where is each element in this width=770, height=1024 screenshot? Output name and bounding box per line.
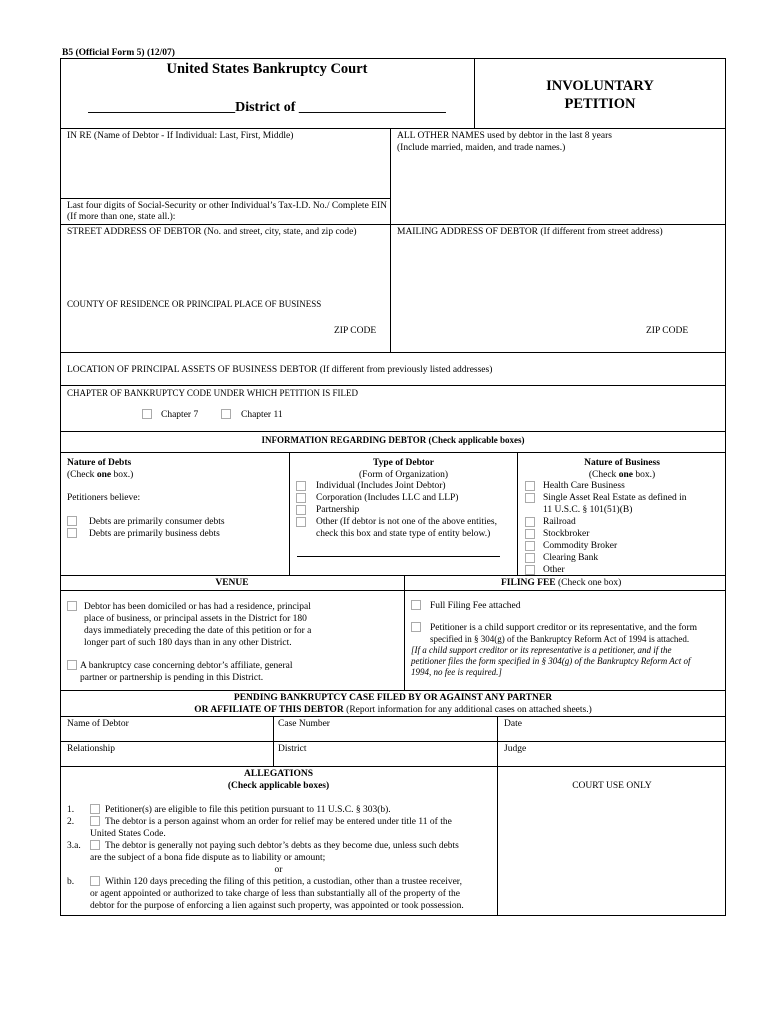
allegation-3a-number: 3.a. bbox=[67, 841, 81, 851]
venue-domicile-checkbox[interactable] bbox=[67, 601, 77, 611]
pending-title-line2: OR AFFILIATE OF THIS DEBTOR (Report information for any additional cases on attached sheets.) bbox=[194, 705, 592, 715]
allegation-2-checkbox[interactable] bbox=[90, 816, 100, 826]
other-entity-note: check this box and state type of entity below.) bbox=[316, 529, 491, 539]
other-business-checkbox[interactable] bbox=[525, 565, 535, 575]
pending-case-number-label: Case Number bbox=[278, 719, 330, 729]
consumer-debts-label: Debts are primarily consumer debts bbox=[89, 517, 225, 527]
in-re-label: IN RE (Name of Debtor - If Individual: Last, First, Middle) bbox=[67, 131, 294, 141]
commodity-broker-label: Commodity Broker bbox=[543, 541, 618, 551]
pending-relationship-label: Relationship bbox=[67, 744, 116, 754]
allegation-3b-text-cont2: debtor for the purpose of enforcing a lien against such property, was appointed or took possession. bbox=[90, 901, 464, 911]
stockbroker-label: Stockbroker bbox=[543, 529, 590, 539]
title-involuntary: INVOLUNTARY bbox=[546, 78, 654, 94]
court-use-only: COURT USE ONLY bbox=[572, 781, 652, 791]
child-support-line1: Petitioner is a child support creditor or its representative, and the form bbox=[430, 623, 697, 633]
other-names-note: (Include married, maiden, and trade names.) bbox=[397, 143, 566, 153]
allegations-sub: (Check applicable boxes) bbox=[227, 781, 330, 791]
individual-label: Individual (Includes Joint Debtor) bbox=[316, 481, 446, 491]
allegation-3b-text-cont1: or agent appointed or authorized to take charge of less than substantially all of the property of the bbox=[90, 889, 460, 899]
partnership-checkbox[interactable] bbox=[296, 505, 306, 515]
allegations-title: ALLEGATIONS bbox=[244, 769, 313, 779]
chapter-7-label: Chapter 7 bbox=[161, 410, 199, 420]
type-debtor-title: Type of Debtor bbox=[372, 458, 435, 468]
fee-note-line3: 1994, no fee is required.] bbox=[411, 667, 502, 677]
allegation-3a-text: The debtor is generally not paying such debtor’s debts as they become due, unless such debts bbox=[105, 841, 459, 851]
allegation-3a-text-cont: are the subject of a bona fide dispute as to liability or amount; bbox=[90, 853, 326, 863]
ssn-label: Last four digits of Social-Security or other Individual’s Tax-I.D. No./ Complete EIN bbox=[67, 201, 387, 211]
entity-type-line[interactable] bbox=[297, 556, 500, 557]
chapter-7-checkbox[interactable] bbox=[142, 409, 152, 419]
partnership-label: Partnership bbox=[316, 505, 360, 515]
allegation-2-text: The debtor is a person against whom an order for relief may be entered under title 11 of the bbox=[105, 817, 452, 827]
allegation-1-text: Petitioner(s) are eligible to file this petition pursuant to 11 U.S.C. § 303(b). bbox=[105, 805, 391, 815]
child-support-checkbox[interactable] bbox=[411, 622, 421, 632]
petitioners-believe: Petitioners believe: bbox=[67, 493, 141, 503]
zip-code-right: ZIP CODE bbox=[646, 326, 689, 336]
allegation-2-number: 2. bbox=[67, 817, 75, 827]
pending-judge-label: Judge bbox=[504, 744, 527, 754]
other-entity-label: Other (If debtor is not one of the above entities, bbox=[316, 517, 497, 527]
allegation-2-text-cont: United States Code. bbox=[90, 829, 166, 839]
title-petition: PETITION bbox=[564, 96, 636, 112]
allegation-1-checkbox[interactable] bbox=[90, 804, 100, 814]
allegation-or: or bbox=[274, 865, 283, 875]
venue-affiliate-checkbox[interactable] bbox=[67, 660, 77, 670]
ssn-note: (If more than one, state all.): bbox=[67, 212, 176, 222]
mailing-address-label: MAILING ADDRESS OF DEBTOR (If different from street address) bbox=[397, 227, 663, 237]
allegation-3b-checkbox[interactable] bbox=[90, 876, 100, 886]
health-care-checkbox[interactable] bbox=[525, 481, 535, 491]
venue-title: VENUE bbox=[215, 578, 249, 588]
stockbroker-checkbox[interactable] bbox=[525, 529, 535, 539]
other-entity-checkbox[interactable] bbox=[296, 517, 306, 527]
nature-debts-check: (Check one box.) bbox=[67, 470, 134, 480]
pending-date-label: Date bbox=[504, 719, 522, 729]
single-asset-usc: 11 U.S.C. § 101(51)(B) bbox=[543, 505, 633, 515]
county-label: COUNTY OF RESIDENCE OR PRINCIPAL PLACE OF BUSINESS bbox=[67, 299, 322, 309]
full-fee-label: Full Filing Fee attached bbox=[430, 601, 521, 611]
corporation-checkbox[interactable] bbox=[296, 493, 306, 503]
single-asset-label: Single Asset Real Estate as defined in bbox=[543, 493, 687, 503]
fee-note-line1: [If a child support creditor or its representative is a petitioner, and if the bbox=[411, 645, 672, 655]
allegation-1-number: 1. bbox=[67, 805, 75, 815]
pending-title-line1: PENDING BANKRUPTCY CASE FILED BY OR AGAINST ANY PARTNER bbox=[233, 693, 553, 703]
venue-affiliate-line2: partner or partnership is pending in this District. bbox=[80, 673, 264, 683]
commodity-broker-checkbox[interactable] bbox=[525, 541, 535, 551]
venue-domicile-line1: Debtor has been domiciled or has had a residence, principal bbox=[84, 602, 311, 612]
pending-name-label: Name of Debtor bbox=[67, 719, 129, 729]
nature-business-title: Nature of Business bbox=[584, 458, 660, 468]
fee-note-line2: petitioner files the form specified in § 304(g) of the Bankruptcy Reform Act of bbox=[411, 656, 691, 666]
child-support-line2: specified in § 304(g) of the Bankruptcy Reform Act of 1994 is attached. bbox=[430, 634, 690, 644]
pending-district-label: District bbox=[278, 744, 307, 754]
chapter-label: CHAPTER OF BANKRUPTCY CODE UNDER WHICH PETITION IS FILED bbox=[67, 388, 359, 398]
info-heading: INFORMATION REGARDING DEBTOR (Check applicable boxes) bbox=[261, 435, 525, 445]
railroad-checkbox[interactable] bbox=[525, 517, 535, 527]
full-fee-checkbox[interactable] bbox=[411, 600, 421, 610]
health-care-label: Health Care Business bbox=[543, 481, 625, 491]
chapter-11-label: Chapter 11 bbox=[241, 410, 283, 420]
venue-domicile-line3: days immediately preceding the date of this petition or for a bbox=[84, 626, 312, 636]
nature-debts-title: Nature of Debts bbox=[67, 458, 132, 468]
type-debtor-sub: (Form of Organization) bbox=[359, 470, 448, 480]
consumer-debts-checkbox[interactable] bbox=[67, 516, 77, 526]
venue-domicile-line2: place of business, or principal assets in the District for 180 bbox=[84, 614, 307, 624]
clearing-bank-checkbox[interactable] bbox=[525, 553, 535, 563]
allegation-3a-checkbox[interactable] bbox=[90, 840, 100, 850]
allegation-3b-number: b. bbox=[67, 877, 75, 887]
other-names-label: ALL OTHER NAMES used by debtor in the last 8 years bbox=[397, 131, 612, 141]
railroad-label: Railroad bbox=[543, 517, 576, 527]
allegation-3b-text: Within 120 days preceding the filing of this petition, a custodian, other than a trustee receiver, bbox=[105, 877, 462, 887]
form-id: B5 (Official Form 5) (12/07) bbox=[62, 48, 175, 58]
street-address-label: STREET ADDRESS OF DEBTOR (No. and street, city, state, and zip code) bbox=[67, 227, 357, 237]
location-assets-label: LOCATION OF PRINCIPAL ASSETS OF BUSINESS DEBTOR (If different from previously listed addresses) bbox=[67, 365, 493, 375]
chapter-11-checkbox[interactable] bbox=[221, 409, 231, 419]
corporation-label: Corporation (Includes LLC and LLP) bbox=[316, 493, 459, 503]
individual-checkbox[interactable] bbox=[296, 481, 306, 491]
business-debts-checkbox[interactable] bbox=[67, 528, 77, 538]
filing-fee-title: FILING FEE (Check one box) bbox=[501, 578, 622, 588]
district-line: _____________________District of _____________________ bbox=[88, 100, 446, 115]
single-asset-checkbox[interactable] bbox=[525, 493, 535, 503]
zip-code-left: ZIP CODE bbox=[334, 326, 377, 336]
court-name: United States Bankruptcy Court bbox=[166, 61, 368, 77]
nature-business-check: (Check one box.) bbox=[588, 470, 656, 480]
venue-domicile-line4: longer part of such 180 days than in any other District. bbox=[84, 638, 292, 648]
venue-affiliate-line1: A bankruptcy case concerning debtor’s affiliate, general bbox=[80, 661, 293, 671]
clearing-bank-label: Clearing Bank bbox=[543, 553, 599, 563]
other-business-label: Other bbox=[543, 565, 565, 575]
business-debts-label: Debts are primarily business debts bbox=[89, 529, 220, 539]
